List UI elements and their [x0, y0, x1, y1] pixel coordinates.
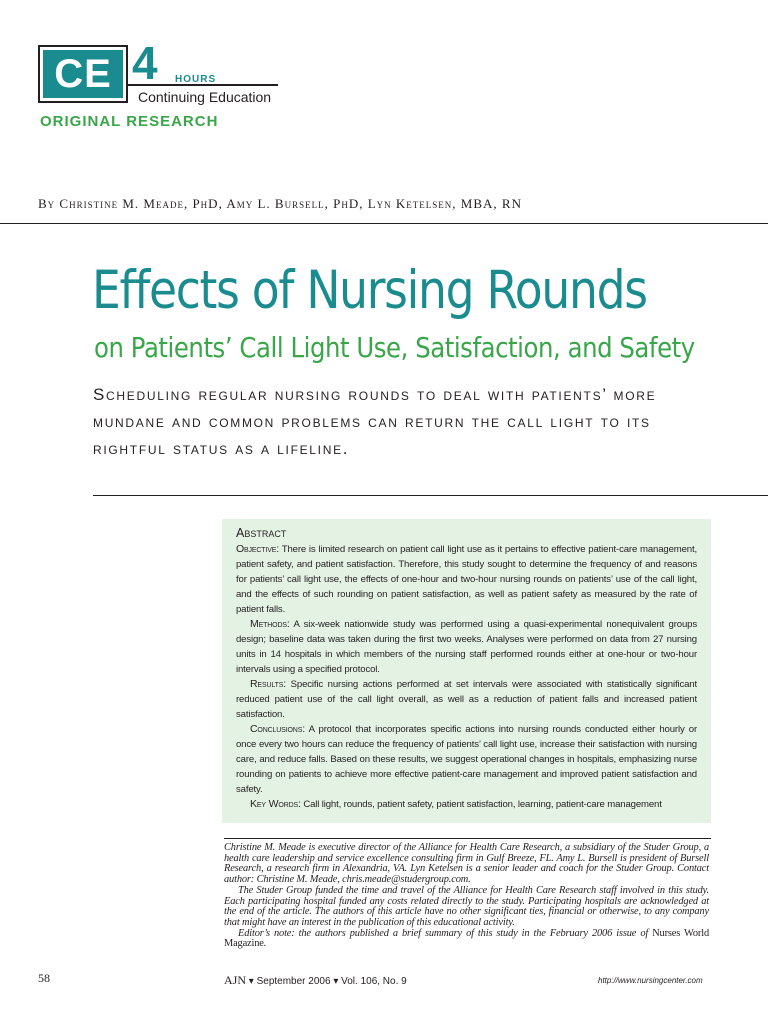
results-label: Results:: [250, 678, 287, 690]
author-affiliations: Christine M. Meade is executive director of the Alliance for Health Care Research, a subsidiary of the Studer Group, a health care leadership and service excellence consulting firm in Gulf Breeze, FL. Amy L. Bursell is president of Bursell Research, a research firm in Alexandria, VA. Lyn Ketelsen is a senior leader and coach for the Studer Group. Contact author: Christine M. Meade, chris.meade@studergroup.com.: [224, 842, 709, 886]
middle-divider: [93, 495, 768, 496]
results-text: Specific nursing actions performed at set intervals were associated with statistically significant reduced patient use of the call light overall, as well as a reduction of patient falls and increased patient satisfaction.: [236, 679, 698, 720]
editors-note-text: Editor’s note: the authors published a brief summary of this study in the February 2006 issue of: [238, 927, 649, 939]
objective-text: There is limited research on patient call light use as it pertains to effective patient-care management, patient safety, and patient satisfaction. Therefore, this study sought to determine the frequency of and reasons for patients’ call light use, the effects of one-hour and two-hour nursing rounds on patients’ use of the call light, and the effects of such rounding on patient satisfaction, as well as patient safety as measured by the rate of patient falls.: [236, 544, 698, 615]
editors-note: [224, 929, 709, 950]
top-divider: [0, 223, 768, 224]
article-deck: Scheduling regular nursing rounds to deal with patients’ more mundane and common problems can return the call light to its rightful status as a lifeline.: [93, 385, 657, 458]
abstract-box: [222, 519, 711, 823]
abstract-results: [236, 677, 697, 722]
keywords-label: Key Words:: [250, 798, 301, 810]
conclusions-text: A protocol that incorporates specific actions into nursing rounds conducted either hourly or once every two hours can reduce the frequency of patients’ call light use, increase their satisfaction with nursing care, and reduce falls. Based on these results, we suggest operational changes in hospitals, emphasizing nurse rounding on patients to achieve more effective patient-care management and improved patient satisfaction and safety.: [236, 724, 697, 795]
conclusions-label: Conclusions:: [250, 723, 305, 735]
author-byline: By Christine M. Meade, PhD, Amy L. Bursell, PhD, Lyn Ketelsen, MBA, RN: [38, 196, 522, 211]
author-notes: [224, 843, 709, 950]
methods-text: A six-week nationwide study was performed using a quasi-experimental nonequivalent groups design; baseline data was taken during the first two weeks. Analyses were performed on data from 27 nursing units in 14 hospitals in which members of the nursing staff performed rounds either at one-hour or two-hour intervals using a specified protocol.: [236, 619, 697, 675]
journal-name: AJN: [224, 973, 247, 987]
abstract-methods: [236, 617, 697, 677]
funding-disclosure: The Studer Group funded the time and travel of the Alliance for Health Care Research staff involved in this study. Each participating hospital funded any costs related directly to the study. Participating hospitals are acknowledged at the end of the article. The authors of this article have no other significant ties, financial or otherwise, to any company that might have an interest in the publication of this educational activity.: [224, 884, 709, 928]
editors-note-journal: Nurses World Magazine: [224, 927, 709, 950]
abstract-heading: Abstract: [236, 526, 287, 540]
abstract-objective: [236, 542, 697, 617]
ce-badge-label: CE: [43, 50, 123, 98]
ce-badge: [38, 45, 128, 103]
page-number: 58: [38, 971, 50, 985]
article-subtitle: on Patients’ Call Light Use, Satisfaction, and Safety: [94, 331, 695, 364]
ce-subtitle: Continuing Education: [138, 89, 272, 105]
objective-label: Objective:: [236, 543, 280, 555]
editors-note-end: .: [263, 938, 267, 950]
article-title: Effects of Nursing Rounds: [92, 260, 647, 321]
methods-label: Methods:: [250, 618, 290, 630]
abstract-conclusions: [236, 722, 697, 797]
ce-hours-number: 4: [132, 37, 158, 89]
section-label: ORIGINAL RESEARCH: [40, 113, 219, 130]
footer-journal: [224, 973, 407, 988]
journal-issue: ▾ September 2006 ▾ Vol. 106, No. 9: [248, 976, 407, 987]
ce-hours-word: HOURS: [175, 74, 217, 85]
ce-divider: [128, 84, 278, 86]
abstract-keywords: [236, 797, 697, 812]
notes-divider: [224, 838, 711, 839]
keywords-text: Call light, rounds, patient safety, patient satisfaction, learning, patient-care management: [303, 799, 662, 810]
footer-url[interactable]: http://www.nursingcenter.com: [598, 976, 703, 985]
